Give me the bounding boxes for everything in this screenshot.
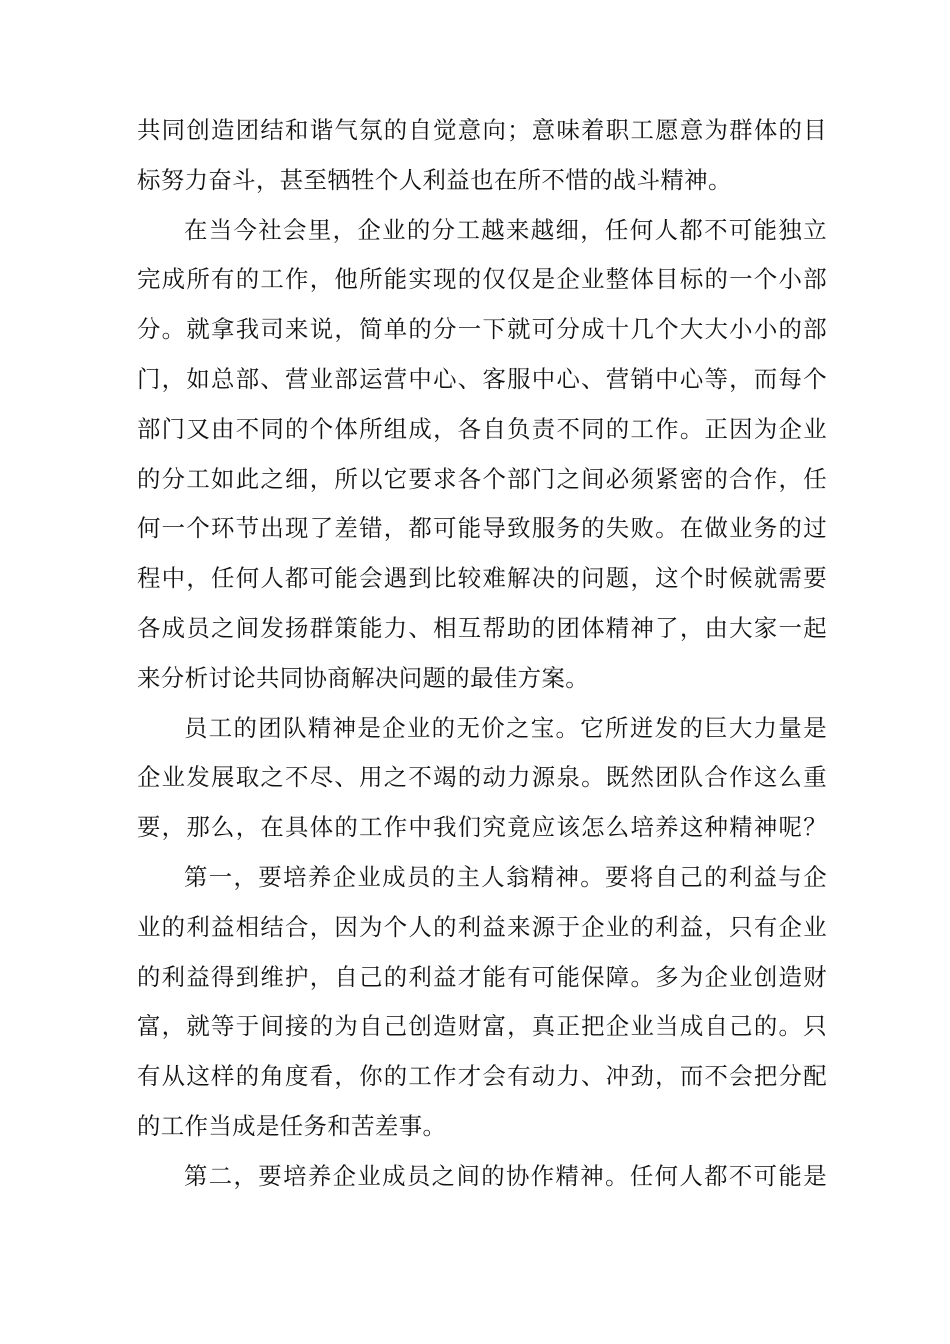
text-line: 的利益得到维护，自己的利益才能有可能保障。多为企业创造财 bbox=[137, 962, 827, 991]
text-line: 业的利益相结合，因为个人的利益来源于企业的利益，只有企业 bbox=[137, 912, 827, 941]
text-line: 程中，任何人都可能会遇到比较难解决的问题，这个时候就需要 bbox=[137, 564, 827, 593]
text-line: 完成所有的工作，他所能实现的仅仅是企业整体目标的一个小部 bbox=[137, 265, 827, 294]
text-line: 共同创造团结和谐气氛的自觉意向；意味着职工愿意为群体的目 bbox=[137, 116, 827, 144]
text-line: 部门又由不同的个体所组成，各自负责不同的工作。正因为企业 bbox=[137, 414, 827, 443]
text-line: 的工作当成是任务和苦差事。 bbox=[137, 1111, 447, 1140]
text-line: 分。就拿我司来说，简单的分一下就可分成十几个大大小小的部 bbox=[137, 315, 827, 344]
text-line: 富，就等于间接的为自己创造财富，真正把企业当成自己的。只 bbox=[137, 1012, 827, 1041]
paragraph-start-line: 第二，要培养企业成员之间的协作精神。任何人都不可能是 bbox=[184, 1161, 827, 1190]
text-line: 来分析讨论共同协商解决问题的最佳方案。 bbox=[137, 663, 590, 692]
text-line: 企业发展取之不尽、用之不竭的动力源泉。既然团队合作这么重 bbox=[137, 763, 827, 792]
paragraph-start-line: 员工的团队精神是企业的无价之宝。它所迸发的巨大力量是 bbox=[184, 713, 827, 742]
text-line: 门，如总部、营业部运营中心、客服中心、营销中心等，而每个 bbox=[137, 364, 827, 393]
text-line: 要，那么，在具体的工作中我们究竟应该怎么培养这种精神呢？ bbox=[137, 813, 827, 842]
text-line: 何一个环节出现了差错，都可能导致服务的失败。在做业务的过 bbox=[137, 514, 827, 543]
paragraph-start-line: 第一，要培养企业成员的主人翁精神。要将自己的利益与企 bbox=[184, 862, 827, 891]
paragraph-start-line: 在当今社会里，企业的分工越来越细，任何人都不可能独立 bbox=[184, 215, 827, 244]
body-text bbox=[137, 106, 827, 1202]
text-line: 有从这样的角度看，你的工作才会有动力、冲劲，而不会把分配 bbox=[137, 1062, 827, 1091]
text-line: 的分工如此之细，所以它要求各个部门之间必须紧密的合作，任 bbox=[137, 464, 827, 493]
text-line: 各成员之间发扬群策能力、相互帮助的团体精神了，由大家一起 bbox=[137, 613, 827, 642]
text-line: 标努力奋斗，甚至牺牲个人利益也在所不惜的战斗精神。 bbox=[137, 165, 732, 194]
